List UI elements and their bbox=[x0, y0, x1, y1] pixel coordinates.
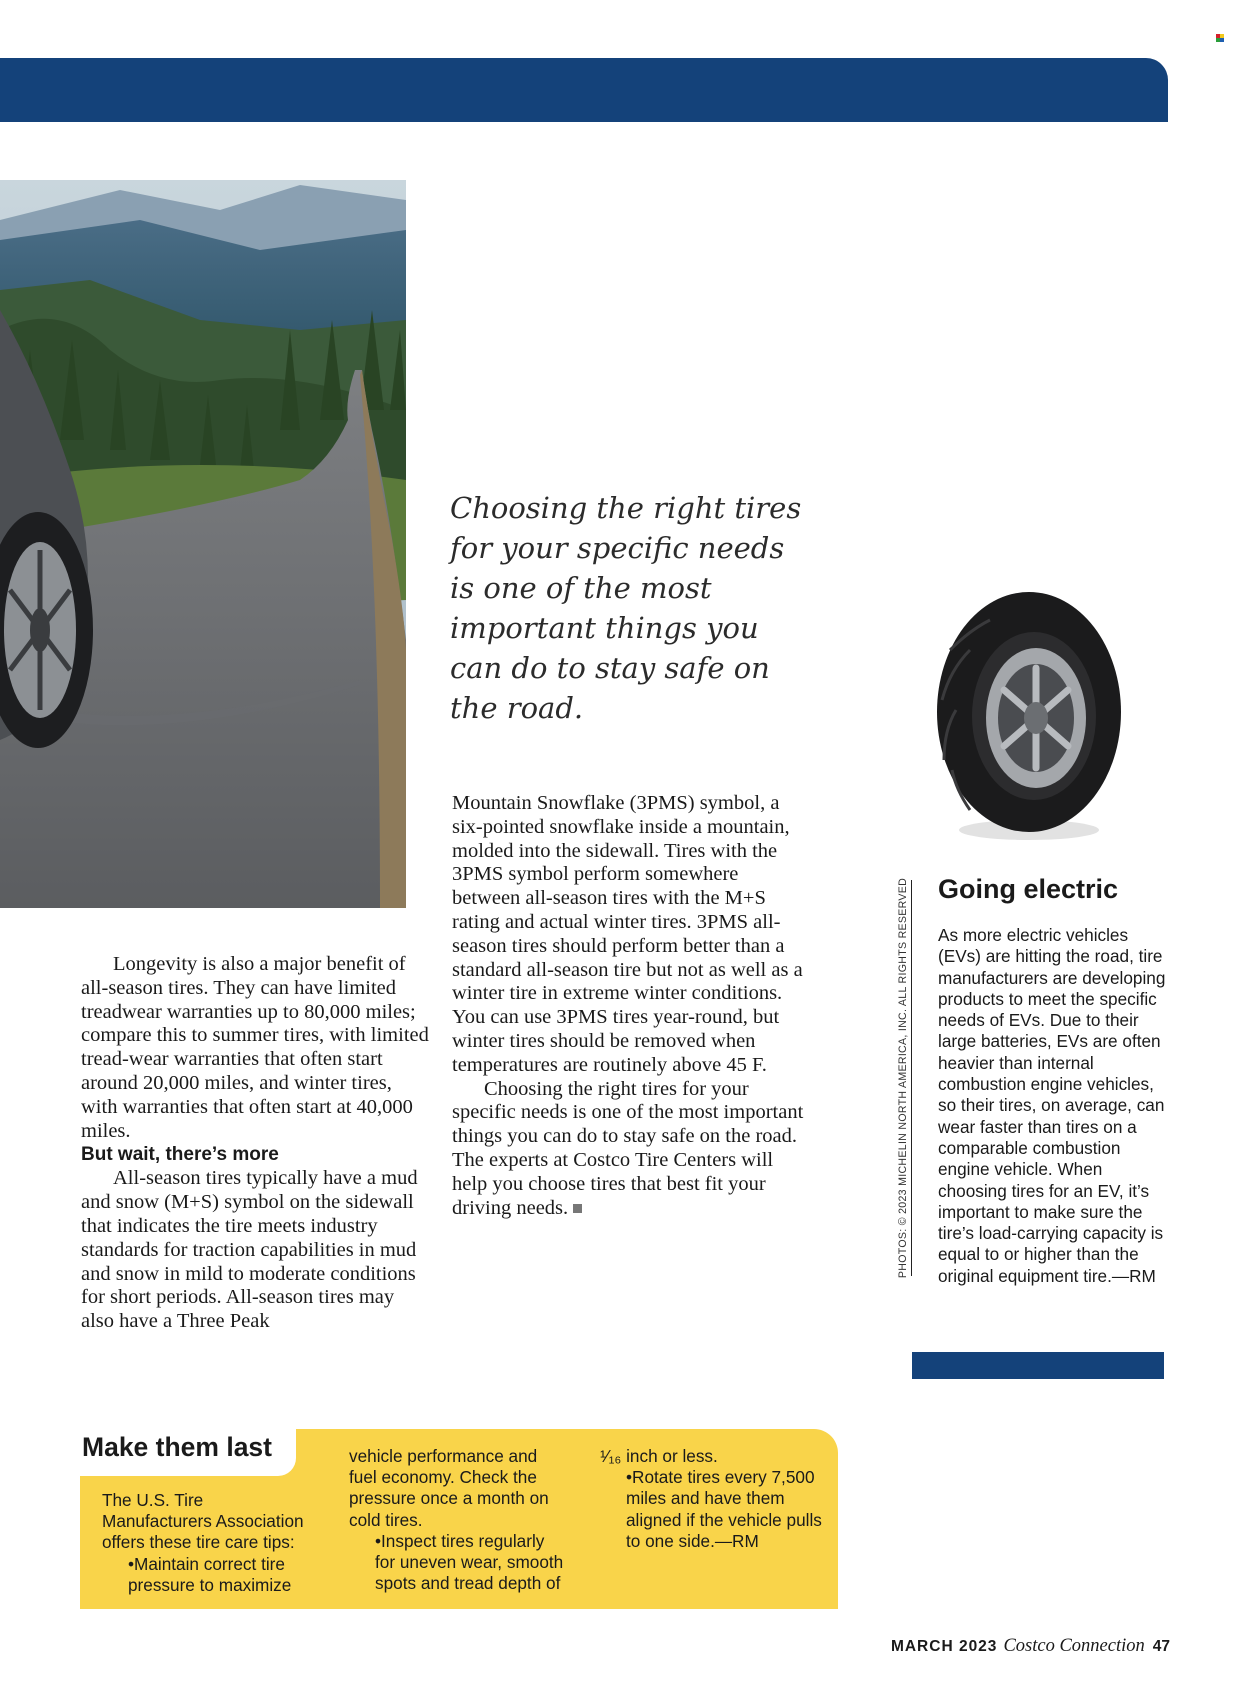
tips-column-1 bbox=[102, 1490, 317, 1596]
sidebar-color-band bbox=[912, 1352, 1164, 1379]
page-footer bbox=[884, 1636, 1170, 1657]
tip-rotate: •Rotate tires every 7,500 miles and have them aligned if the vehicle pulls to one side.—RM bbox=[626, 1467, 822, 1551]
tip-pressure: •Maintain correct tire pressure to maximize bbox=[128, 1553, 292, 1595]
sidebar-body: As more electric vehicles (EVs) are hitting the road, tire manufacturers are developing products to meet the specific needs of EVs. Due to their large batteries, EVs are often heavier than internal combustion engine vehicles, so their tires, on average, can wear faster than tires on a comparable combustion engine vehicle. When choosing tires for an EV, it’s important to make sure the tire’s load-carrying capacity is equal to or higher than the original equipment tire.—RM bbox=[938, 925, 1166, 1286]
section-subhead: But wait, there’s more bbox=[81, 1144, 279, 1166]
article-column-1 bbox=[81, 953, 431, 1334]
longevity-paragraph: Longevity is also a major benefit of all-season tires. They can have limited treadwear warranties up to 80,000 miles; compare this to summer tires, with limited tread-wear warranties that often start around 20,000 miles, and winter tires, with warranties that often start at 40,000 miles. bbox=[81, 953, 429, 1142]
tips-column-2 bbox=[349, 1446, 564, 1594]
page-number: 47 bbox=[1152, 1638, 1170, 1655]
tips-column-3 bbox=[600, 1446, 830, 1552]
footer-issue-date: MARCH 2023 bbox=[890, 1638, 998, 1655]
3pms-paragraph: Mountain Snowflake (3PMS) symbol, a six-pointed snowflake inside a mountain, molded into the sidewall. Tires with the 3PMS symbol perform somewhere between all-season tires with the M+S rating and actual winter tires. 3PMS all-season tires should perform better than a standard all-season tire but not as well as a winter tire in extreme winter conditions. You can use 3PMS tires year-round, but winter tires should be removed when temperatures are routinely above 45 F. bbox=[452, 792, 803, 1076]
credit-divider bbox=[911, 880, 912, 1276]
article-column-2 bbox=[452, 792, 804, 1220]
mud-snow-paragraph: All-season tires typically have a mud and snow (M+S) symbol on the sidewall that indicates the tire meets industry standards for traction capabilities in mud and snow in mild to moderate conditions for short periods. All-season tires may also have a Three Peak bbox=[81, 1167, 418, 1333]
pull-quote: Choosing the right tires for your specific needs is one of the most important things you can do to stay safe on the road. bbox=[450, 491, 802, 725]
tip-inspect: •Inspect tires regularly for uneven wear, smooth spots and tread depth of bbox=[375, 1530, 564, 1594]
tips-intro: The U.S. Tire Manufacturers Association offers these tire care tips: bbox=[102, 1490, 304, 1553]
tip-inspect-continued: ¹⁄₁₆ inch or less. bbox=[600, 1446, 718, 1466]
photo-credit: PHOTOS: © 2023 MICHELIN NORTH AMERICA, INC. ALL RIGHTS RESERVED bbox=[897, 877, 909, 1279]
bullet-icon: • bbox=[626, 1467, 633, 1488]
bullet-icon: • bbox=[375, 1530, 382, 1551]
tire-photo bbox=[930, 590, 1128, 844]
corner-marker bbox=[1216, 34, 1226, 44]
bullet-icon: • bbox=[128, 1553, 135, 1574]
header-color-band bbox=[0, 58, 1168, 122]
road-car-photo bbox=[0, 180, 406, 908]
tips-box-title: Make them last bbox=[82, 1432, 272, 1462]
footer-magazine-name: Costco Connection bbox=[1003, 1636, 1145, 1656]
sidebar-title: Going electric bbox=[938, 874, 1119, 904]
tip-pressure-continued: vehicle performance and fuel economy. Check the pressure once a month on cold tires. bbox=[349, 1446, 549, 1530]
end-mark-icon bbox=[573, 1204, 582, 1213]
closing-paragraph: Choosing the right tires for your specific needs is one of the most important things you can do to stay safe on the road. The experts at Costco Tire Centers will help you choose tires that best fit your driving needs. bbox=[452, 1077, 804, 1219]
